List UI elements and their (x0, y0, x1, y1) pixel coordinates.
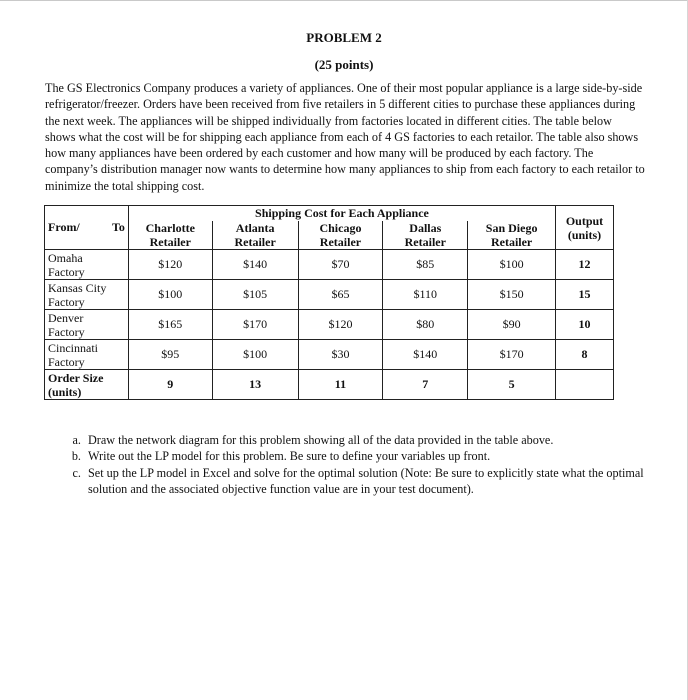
table-header-row-2 (45, 221, 614, 250)
cost-cell: $80 (383, 310, 468, 340)
from-to-header (45, 206, 129, 250)
problem-description: The GS Electronics Company produces a variety of appliances. One of their most popular appliance is a large side-by-side refrigerator/freezer. Orders have been received from five retailers in 5 different cities to purchase these appliances during the next week. The appliances will be shipped individually from factories located in different cities. The table below shows what the cost will be for shipping each appliance from each of 4 GS factories to each retailor. The table also shows how many appliances have been ordered by each customer and how many will be produced by each factory. The company’s distribution manager now wants to determine how many appliances to ship from each factory to each retailor to minimize the total shipping cost. (45, 81, 645, 193)
factory-suffix: Factory (48, 354, 85, 369)
factory-name: Kansas City (48, 280, 107, 295)
table-header-row-1 (45, 206, 614, 222)
cost-cell: $150 (468, 280, 556, 310)
cost-cell: $140 (383, 340, 468, 370)
order-size-cell: 7 (383, 370, 468, 400)
column-header-line2: Retailer (490, 235, 533, 249)
factory-name: Omaha (48, 250, 83, 265)
output-cell: 10 (556, 310, 614, 340)
task-item: c. Set up the LP model in Excel and solve for the optimal solution (Note: Be sure to explicitly state what the optimal solution and the associated objective function value are in your test document). (84, 465, 664, 498)
cost-cell: $90 (468, 310, 556, 340)
problem-points: (25 points) (314, 57, 374, 72)
output-cell: 12 (556, 250, 614, 280)
order-size-cell: 13 (212, 370, 298, 400)
order-size-line2: (units) (48, 384, 82, 399)
column-header-line2: Retailer (149, 235, 191, 249)
factory-name: Denver (48, 310, 84, 325)
output-header-line1: Output (565, 213, 604, 228)
cost-cell: $120 (298, 310, 383, 340)
column-header-line2: Retailer (234, 235, 276, 249)
column-header (128, 221, 212, 250)
order-size-cell: 11 (298, 370, 383, 400)
cost-cell: $85 (383, 250, 468, 280)
column-header (383, 221, 468, 250)
factory-label (45, 340, 129, 370)
column-header-line1: Chicago (319, 221, 362, 235)
column-header-line1: Charlotte (145, 221, 195, 235)
cost-cell: $70 (298, 250, 383, 280)
cost-cell: $30 (298, 340, 383, 370)
output-header-line2: (units) (567, 227, 602, 242)
order-size-label (45, 370, 129, 400)
table-row (45, 250, 614, 280)
from-label: From/ (48, 220, 80, 234)
task-list (62, 432, 664, 497)
table-row (45, 340, 614, 370)
column-header-line1: Atlanta (235, 221, 275, 235)
cost-cell: $120 (128, 250, 212, 280)
order-size-row (45, 370, 614, 400)
cost-cell: $170 (212, 310, 298, 340)
column-header (212, 221, 298, 250)
problem-title: PROBLEM 2 (306, 30, 382, 45)
factory-label (45, 280, 129, 310)
cost-cell: $100 (468, 250, 556, 280)
table-row (45, 310, 614, 340)
output-cell: 8 (556, 340, 614, 370)
column-header-line1: Dallas (409, 221, 442, 235)
factory-label (45, 250, 129, 280)
column-header-line2: Retailer (319, 235, 362, 249)
to-label: To (111, 220, 125, 234)
output-header (556, 206, 614, 250)
output-cell: 15 (556, 280, 614, 310)
empty-cell (556, 370, 614, 400)
column-header (298, 221, 383, 250)
cost-cell: $105 (212, 280, 298, 310)
cost-cell: $140 (212, 250, 298, 280)
task-item: a. Draw the network diagram for this problem showing all of the data provided in the table above. (84, 432, 664, 448)
shipping-cost-table (44, 205, 614, 400)
factory-suffix: Factory (48, 294, 85, 309)
factory-label (45, 310, 129, 340)
shipping-cost-group-header: Shipping Cost for Each Appliance (128, 206, 555, 222)
factory-name: Cincinnati (48, 340, 98, 355)
column-header-line1: San Diego (485, 221, 538, 235)
cost-cell: $100 (212, 340, 298, 370)
page-top-border (0, 0, 688, 1)
order-size-cell: 9 (128, 370, 212, 400)
order-size-line1: Order Size (48, 370, 104, 385)
factory-suffix: Factory (48, 324, 85, 339)
cost-cell: $100 (128, 280, 212, 310)
column-header-line2: Retailer (404, 235, 446, 249)
task-item: b. Write out the LP model for this problem. Be sure to define your variables up front. (84, 448, 664, 464)
order-size-cell: 5 (468, 370, 556, 400)
cost-cell: $170 (468, 340, 556, 370)
factory-suffix: Factory (48, 264, 85, 279)
cost-cell: $95 (128, 340, 212, 370)
column-header (468, 221, 556, 250)
cost-cell: $110 (383, 280, 468, 310)
table-row (45, 280, 614, 310)
table-body (45, 250, 614, 400)
cost-cell: $165 (128, 310, 212, 340)
cost-cell: $65 (298, 280, 383, 310)
